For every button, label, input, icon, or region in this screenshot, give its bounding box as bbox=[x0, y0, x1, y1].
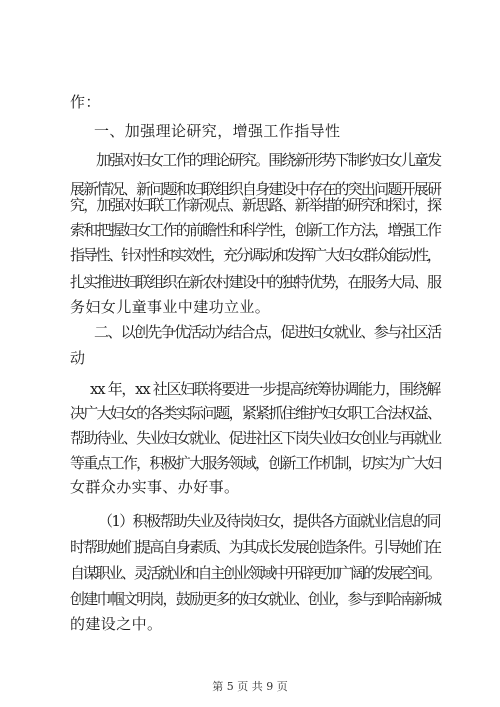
text-line: （1）积极帮助失业及待岗妇女，提供各方面就业信息的同 bbox=[98, 512, 440, 530]
text-line: xx 年，xx 社区妇联将要进一步提高统筹协调能力，围绕解 bbox=[90, 380, 440, 398]
text-line: 加强对妇女工作的理论研究。围绕新形势下制约妇女儿童发 bbox=[96, 151, 441, 169]
text-line: 索和把握妇女工作的前瞻性和科学性，创新工作方法，增强工作 bbox=[70, 221, 441, 239]
text-line: 自谋职业、灵活就业和自主创业领域中开辟更加广阔的发展空间。 bbox=[70, 564, 440, 582]
text-line: 帮助待业、失业妇女就业、促进社区下岗失业妇女创业与再就业 bbox=[70, 429, 441, 447]
text-line: 作： bbox=[70, 93, 101, 111]
page-footer: 第 5 页 共 9 页 bbox=[212, 680, 288, 693]
text-line: 展新情况、新问题和妇联组织自身建设中存在的突出问题开展研 bbox=[70, 180, 441, 198]
text-line: 决广大妇女的各类实际问题，紧紧抓住维护妇女职工合法权益、 bbox=[70, 404, 441, 422]
text-line: 的建设之中。 bbox=[70, 615, 163, 633]
text-line: 女群众办实事、办好事。 bbox=[70, 478, 240, 496]
section-heading-1: 一、加强理论研究，增强工作指导性 bbox=[94, 122, 341, 140]
section-heading-2: 二、以创先争优活动为结合点，促进妇女就业、参与社区活 bbox=[94, 323, 441, 341]
text-line: 时帮助她们提高自身素质、为其成长发展创造条件。引导她们在 bbox=[70, 538, 441, 556]
text-line: 动 bbox=[70, 349, 86, 367]
text-line: 扎实推进妇联组织在新农村建设中的独特优势，在服务大局、服 bbox=[70, 273, 441, 291]
text-line: 究，加强对妇联工作新观点、新思路、新举措的研究和探讨，探 bbox=[70, 196, 441, 214]
text-line: 创建巾帼文明岗，鼓励更多的妇女就业、创业，参与到哈南新城 bbox=[70, 590, 441, 608]
text-line: 指导性、针对性和实效性，充分调动和发挥广大妇女群众能动性， bbox=[70, 246, 440, 264]
text-line: 务妇女儿童事业中建功立业。 bbox=[70, 298, 271, 316]
text-line: 等重点工作，积极扩大服务领域，创新工作机制，切实为广大妇 bbox=[70, 454, 441, 472]
